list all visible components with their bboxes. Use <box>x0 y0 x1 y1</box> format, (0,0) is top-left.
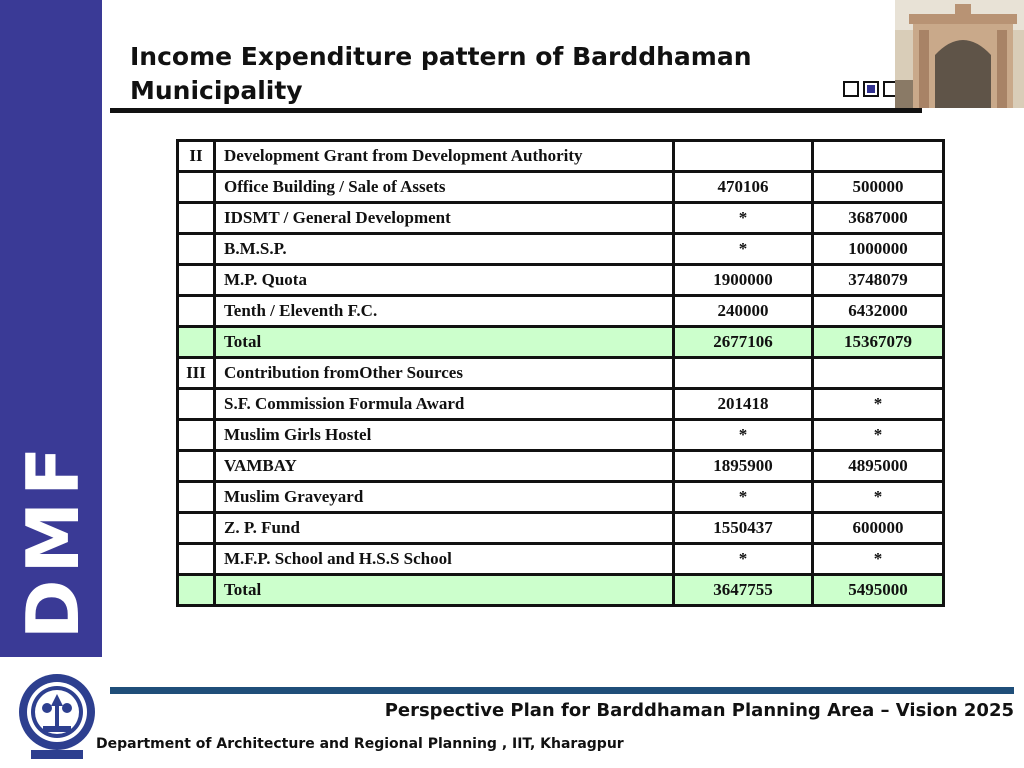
table-row <box>178 358 944 389</box>
value-a-cell <box>674 141 813 172</box>
value-b-cell: * <box>813 389 944 420</box>
row-number-cell <box>178 389 215 420</box>
table-row <box>178 389 944 420</box>
value-b-cell: 6432000 <box>813 296 944 327</box>
value-a-cell <box>674 358 813 389</box>
row-label-cell: Development Grant from Development Authority <box>215 141 674 172</box>
row-number-cell <box>178 575 215 606</box>
value-a-cell: * <box>674 482 813 513</box>
table-row <box>178 420 944 451</box>
row-label-cell: Tenth / Eleventh F.C. <box>215 296 674 327</box>
row-number-cell <box>178 420 215 451</box>
row-label-cell: Muslim Girls Hostel <box>215 420 674 451</box>
value-a-cell: * <box>674 420 813 451</box>
row-label-cell: IDSMT / General Development <box>215 203 674 234</box>
footer-department: Department of Architecture and Regional Planning , IIT, Kharagpur <box>96 736 624 752</box>
table-row <box>178 482 944 513</box>
table-row <box>178 172 944 203</box>
row-number-cell <box>178 544 215 575</box>
row-number-cell <box>178 172 215 203</box>
value-b-cell: 3748079 <box>813 265 944 296</box>
value-a-cell: 1900000 <box>674 265 813 296</box>
value-b-cell: 3687000 <box>813 203 944 234</box>
slide-nav-squares <box>843 81 899 97</box>
title-divider <box>110 108 922 113</box>
value-a-cell: 1550437 <box>674 513 813 544</box>
value-b-cell: * <box>813 544 944 575</box>
row-label-cell: Z. P. Fund <box>215 513 674 544</box>
row-label-cell: M.P. Quota <box>215 265 674 296</box>
value-a-cell: * <box>674 234 813 265</box>
row-number-cell <box>178 203 215 234</box>
value-a-cell: 201418 <box>674 389 813 420</box>
value-b-cell: 4895000 <box>813 451 944 482</box>
value-a-cell: 1895900 <box>674 451 813 482</box>
value-a-cell: 2677106 <box>674 327 813 358</box>
value-a-cell: 470106 <box>674 172 813 203</box>
row-label-cell: Total <box>215 575 674 606</box>
table-row <box>178 544 944 575</box>
table-row <box>178 234 944 265</box>
value-a-cell: * <box>674 203 813 234</box>
table-row <box>178 141 944 172</box>
table-row <box>178 513 944 544</box>
iit-kharagpur-logo-icon <box>15 672 99 760</box>
value-b-cell: * <box>813 482 944 513</box>
value-b-cell: * <box>813 420 944 451</box>
gateway-photo-icon <box>895 0 1024 108</box>
table-row <box>178 296 944 327</box>
row-label-cell: Muslim Graveyard <box>215 482 674 513</box>
nav-square-active-icon <box>863 81 879 97</box>
row-number-cell <box>178 296 215 327</box>
row-number-cell: III <box>178 358 215 389</box>
income-expenditure-table <box>176 139 945 607</box>
row-number-cell <box>178 327 215 358</box>
footer-divider <box>110 687 1014 694</box>
slide-title: Income Expenditure pattern of Barddhaman Municipality <box>130 42 752 105</box>
row-number-cell <box>178 451 215 482</box>
value-b-cell: 600000 <box>813 513 944 544</box>
value-b-cell <box>813 358 944 389</box>
row-number-cell <box>178 513 215 544</box>
table-total-row <box>178 327 944 358</box>
row-label-cell: Contribution fromOther Sources <box>215 358 674 389</box>
row-number-cell: II <box>178 141 215 172</box>
value-a-cell: 3647755 <box>674 575 813 606</box>
value-b-cell: 1000000 <box>813 234 944 265</box>
row-label-cell: S.F. Commission Formula Award <box>215 389 674 420</box>
value-a-cell: * <box>674 544 813 575</box>
row-number-cell <box>178 265 215 296</box>
row-number-cell <box>178 482 215 513</box>
row-label-cell: Office Building / Sale of Assets <box>215 172 674 203</box>
row-label-cell: Total <box>215 327 674 358</box>
row-number-cell <box>178 234 215 265</box>
value-b-cell <box>813 141 944 172</box>
table-row <box>178 451 944 482</box>
value-a-cell: 240000 <box>674 296 813 327</box>
brand-side-text: DMF <box>11 440 95 640</box>
row-label-cell: VAMBAY <box>215 451 674 482</box>
value-b-cell: 500000 <box>813 172 944 203</box>
value-b-cell: 5495000 <box>813 575 944 606</box>
row-label-cell: B.M.S.P. <box>215 234 674 265</box>
footer-title: Perspective Plan for Barddhaman Planning Area – Vision 2025 <box>384 700 1014 721</box>
table-row <box>178 265 944 296</box>
table-total-row <box>178 575 944 606</box>
nav-square-icon <box>843 81 859 97</box>
row-label-cell: M.F.P. School and H.S.S School <box>215 544 674 575</box>
value-b-cell: 15367079 <box>813 327 944 358</box>
table-row <box>178 203 944 234</box>
